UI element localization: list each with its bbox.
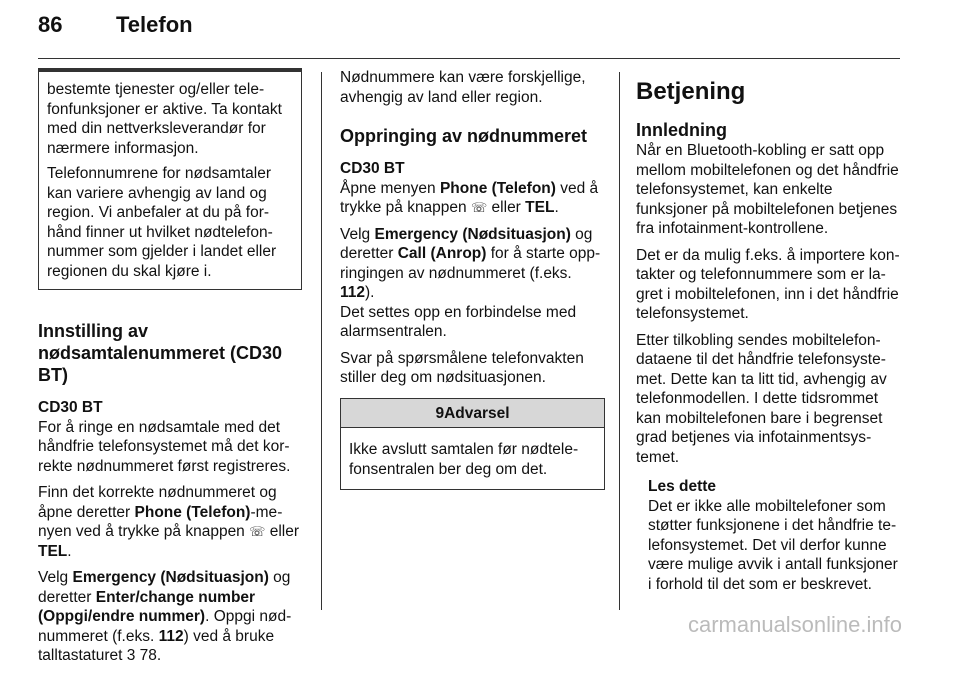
watermark: carmanualsonline.info xyxy=(687,612,902,637)
phone-button-icon: ☏ xyxy=(470,200,488,215)
warning-header xyxy=(341,399,604,429)
page-title: Telefon xyxy=(116,12,193,37)
column-middle xyxy=(340,68,605,490)
header-rule xyxy=(38,58,900,59)
column-divider xyxy=(619,72,620,610)
section-heading: Innstilling av nødsamtalenummeret (CD30 BT) xyxy=(38,321,283,385)
subheading: CD30 BT xyxy=(38,399,103,416)
warning-icon: 9 xyxy=(435,404,445,422)
page-number: 86 xyxy=(38,12,63,37)
info-box-paragraph: bestemte tjenester og/eller telefonfunksjoner er aktive. Ta kontakt med din nettverksleverandør for nærmere informasjon. xyxy=(47,81,282,157)
warning-box xyxy=(340,398,605,491)
section-heading: Oppringing av nødnummeret xyxy=(340,126,588,146)
paragraph: Etter tilkobling sendes mobiltelefondataene til det håndfrie telefonsystemet. Dette kan ta litt tid, avhengig av telefonmodellen. I dette tidsrommet kan mobiltelefonen bare i begrenset grad betjenes via infotainmentsystemet. xyxy=(636,331,887,466)
paragraph: Det er da mulig f.eks. å importere kontakter og telefonnummere som er lagret i mobiltelefonen, inn i det håndfrie telefonsystemet. xyxy=(636,246,900,322)
paragraph: Velg Emergency (Nødsituasjon) og deretter Call (Anrop) for å starte oppringingen av nødnummeret (f.eks. 112). xyxy=(340,225,601,301)
reference-arrow-icon: 3 xyxy=(126,647,136,664)
paragraph: Åpne menyen Phone (Telefon) ved å trykke på knappen ☏ eller TEL. xyxy=(340,179,599,216)
info-box-paragraph: Telefonnumrene for nødsamtaler kan variere avhengig av land og region. Vi anbefaler at du på forhånd finner ut hvilket nødtelefonnummer som gjelder i landet eller regionen du skal kjøre i. xyxy=(47,165,277,280)
note-box xyxy=(648,477,904,594)
note-title: Les dette xyxy=(648,478,717,495)
page-header xyxy=(38,12,193,38)
warning-text: Ikke avslutt samtalen før nødtelefonsentralen ber deg om det. xyxy=(349,441,579,478)
column-divider xyxy=(321,72,322,610)
paragraph: Svar på spørsmålene telefonvakten stiller deg om nødsituasjonen. xyxy=(340,349,584,386)
chapter-heading: Betjening xyxy=(636,78,746,105)
column-left xyxy=(38,68,302,673)
phone-button-icon: ☏ xyxy=(249,524,266,539)
paragraph: For å ringe en nødsamtale med det håndfrie telefonsystemet må det korrekte nødnummeret først registreres. xyxy=(38,418,291,475)
warning-title: Advarsel xyxy=(444,404,510,422)
paragraph: Finn det korrekte nødnummeret og åpne deretter Phone (Telefon)-menyen ved å trykke på knappen ☏ eller TEL. xyxy=(38,484,299,560)
column-right xyxy=(636,68,904,601)
subheading: Innledning xyxy=(636,120,727,140)
paragraph: Når en Bluetooth-kobling er satt opp mellom mobiltelefonen og det håndfrie telefonsystemet, kan enkelte funksjoner på mobiltelefonen betjenes fra infotainment-kontrollene. xyxy=(636,142,899,237)
paragraph: Nødnummere kan være forskjellige, avhengig av land eller region. xyxy=(340,69,586,106)
note-text: Det er ikke alle mobiltelefoner som støtter funksjonene i det håndfrie telefonsystemet. Det vil derfor kunne være mulige avvik i antall funksjoner i forhold til det som er beskrevet. xyxy=(648,497,898,593)
subheading: CD30 BT xyxy=(340,160,405,177)
paragraph: Velg Emergency (Nødsituasjon) og deretter Enter/change number (Oppgi/endre nummer). Oppgi nødnummeret (f.eks. 112) ved å bruke talltastaturet 3 78. xyxy=(38,569,292,664)
info-box xyxy=(38,68,302,290)
paragraph: Det settes opp en forbindelse med alarmsentralen. xyxy=(340,303,577,340)
